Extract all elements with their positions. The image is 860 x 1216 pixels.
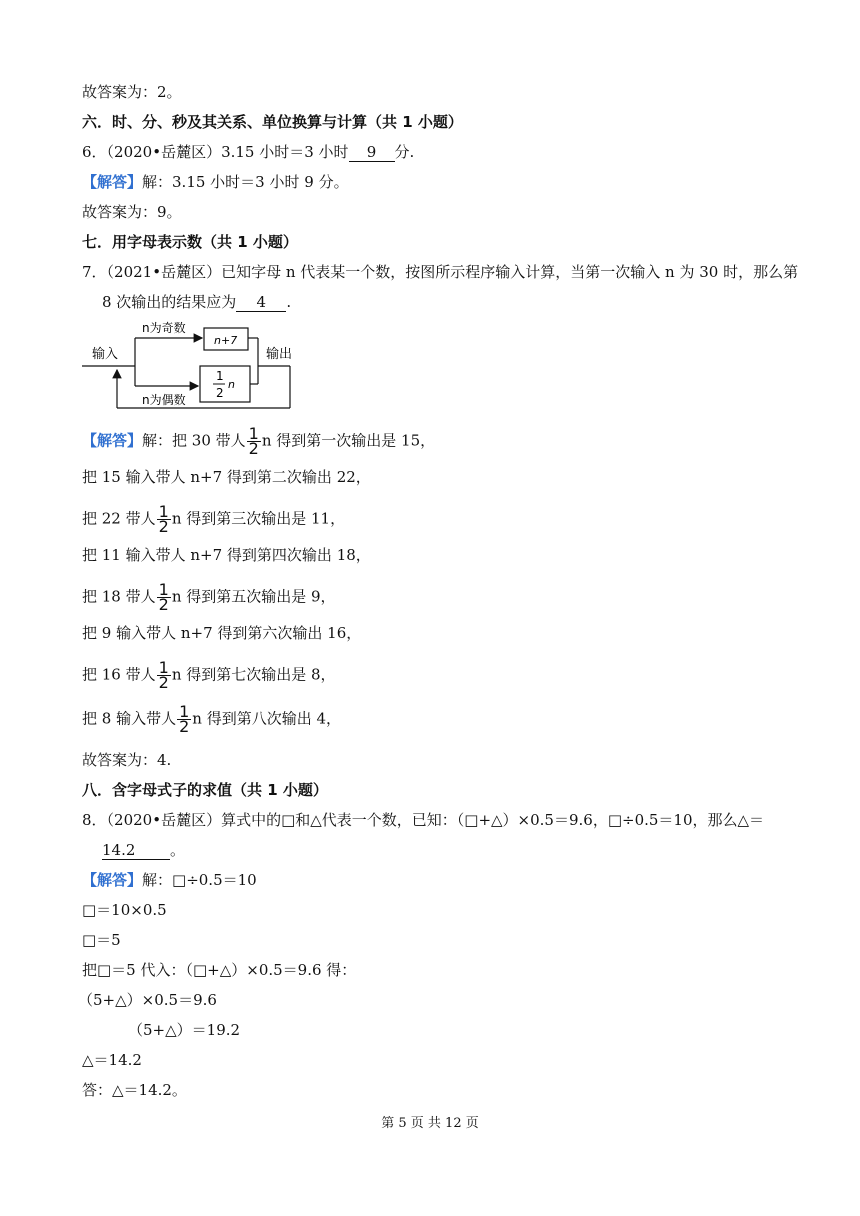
fraction-numerator: 1 <box>158 658 169 677</box>
solution-7-step-6: 把 9 输入带人 n+7 得到第六次输出 16， <box>82 624 362 642</box>
solution-7-step-7 <box>82 658 336 692</box>
solution-text: 把 16 带人 <box>82 665 156 684</box>
solution-tag: 【解答】 <box>82 431 143 450</box>
fraction-half <box>247 424 261 458</box>
fraction-half <box>157 580 171 614</box>
solution-8-step-8: 答：△＝14.2。 <box>82 1081 187 1099</box>
answer-line: 故答案为：2。 <box>82 83 182 101</box>
solution-8-step-1 <box>82 870 257 890</box>
diagram-input-label: 输入 <box>92 347 119 362</box>
fraction-numerator: 1 <box>179 702 190 721</box>
fraction-numerator: 1 <box>248 424 259 443</box>
question-text: . <box>286 293 292 311</box>
question-text: 6．（2020•岳麓区）3.15 小时＝3 小时 <box>82 143 349 161</box>
question-text: 分. <box>394 143 415 161</box>
solution-text: 把 22 带人 <box>82 509 156 528</box>
question-7-line-1: 7．（2021•岳麓区）已知字母 n 代表某一个数，按图所示程序输入计算，当第一次输入 n 为 30 时，那么第 <box>82 263 799 281</box>
solution-text: n 得到第五次输出是 9， <box>171 587 336 606</box>
question-text: 。 <box>170 841 186 859</box>
section-heading-6: 六．时、分、秒及其关系、单位换算与计算（共 1 小题） <box>82 113 463 131</box>
solution-7-step-2: 把 15 输入带人 n+7 得到第二次输出 22， <box>82 468 371 486</box>
diagram-output-label: 输出 <box>266 347 293 362</box>
solution-7-step-1 <box>82 424 436 458</box>
fraction-denominator: 2 <box>179 717 190 736</box>
solution-7-step-8 <box>82 702 342 736</box>
fraction-numerator: 1 <box>158 502 169 521</box>
solution-8-step-5: （5+△）×0.5＝9.6 <box>78 991 217 1009</box>
section-heading-8: 八．含字母式子的求值（共 1 小题） <box>82 781 328 799</box>
fraction-denominator: 2 <box>248 439 259 458</box>
solution-text: 把 18 带人 <box>82 587 156 606</box>
answer-blank: 9 <box>349 143 395 162</box>
solution-text: n 得到第七次输出是 8， <box>171 665 336 684</box>
half-denominator: 2 <box>216 386 224 400</box>
page-footer: 第 5 页 共 12 页 <box>381 1116 479 1131</box>
solution-8-step-6: （5+△）＝19.2 <box>128 1021 241 1039</box>
solution-7-step-5 <box>82 580 336 614</box>
solution-text: n 得到第一次输出是 15， <box>261 431 436 450</box>
solution-7-step-4: 把 11 输入带人 n+7 得到第四次输出 18， <box>82 546 371 564</box>
answer-blank: 14.2 <box>102 841 170 860</box>
question-8-line-1: 8．（2020•岳麓区）算式中的□和△代表一个数，已知：（□+△）×0.5＝9.6，□÷0.5＝10，那么△＝ <box>82 811 765 829</box>
add-seven-label: n+7 <box>214 334 238 347</box>
solution-text: n 得到第三次输出是 11， <box>171 509 346 528</box>
answer-blank: 4 <box>236 293 286 312</box>
fraction-numerator: 1 <box>158 580 169 599</box>
half-variable: n <box>228 378 235 391</box>
section-heading-7: 七．用字母表示数（共 1 小题） <box>82 233 298 251</box>
solution-text: n 得到第八次输出 4， <box>192 709 342 728</box>
question-text: 8 次输出的结果应为 <box>102 293 237 311</box>
fraction-half <box>157 502 171 536</box>
half-numerator: 1 <box>216 369 224 383</box>
question-7-line-2 <box>102 292 291 312</box>
solution-text: 把 8 输入带人 <box>82 709 177 728</box>
answer-line: 故答案为：4. <box>82 751 172 769</box>
fraction-half <box>157 658 171 692</box>
question-8-line-2 <box>102 840 185 860</box>
solution-text: 解：把 30 带人 <box>142 431 246 450</box>
solution-8-step-3: □＝5 <box>82 931 121 949</box>
diagram-odd-label: n为奇数 <box>142 321 186 335</box>
solution-text: 解：□÷0.5＝10 <box>142 871 257 889</box>
solution-tag: 【解答】 <box>82 871 143 889</box>
fraction-half <box>177 702 191 736</box>
solution-6 <box>82 172 349 192</box>
solution-8-step-7: △＝14.2 <box>82 1051 142 1069</box>
question-6 <box>82 142 414 162</box>
solution-7-step-3 <box>82 502 346 536</box>
diagram-even-label: n为偶数 <box>142 393 186 407</box>
fraction-denominator: 2 <box>158 595 169 614</box>
solution-8-step-2: □＝10×0.5 <box>82 901 167 919</box>
solution-tag: 【解答】 <box>82 173 143 191</box>
solution-8-step-4: 把□＝5 代入：（□+△）×0.5＝9.6 得： <box>82 961 357 979</box>
answer-line: 故答案为：9。 <box>82 203 182 221</box>
fraction-denominator: 2 <box>158 517 169 536</box>
fraction-denominator: 2 <box>158 673 169 692</box>
program-flow-diagram <box>80 318 310 414</box>
solution-text: 解：3.15 小时＝3 小时 9 分。 <box>142 173 349 191</box>
